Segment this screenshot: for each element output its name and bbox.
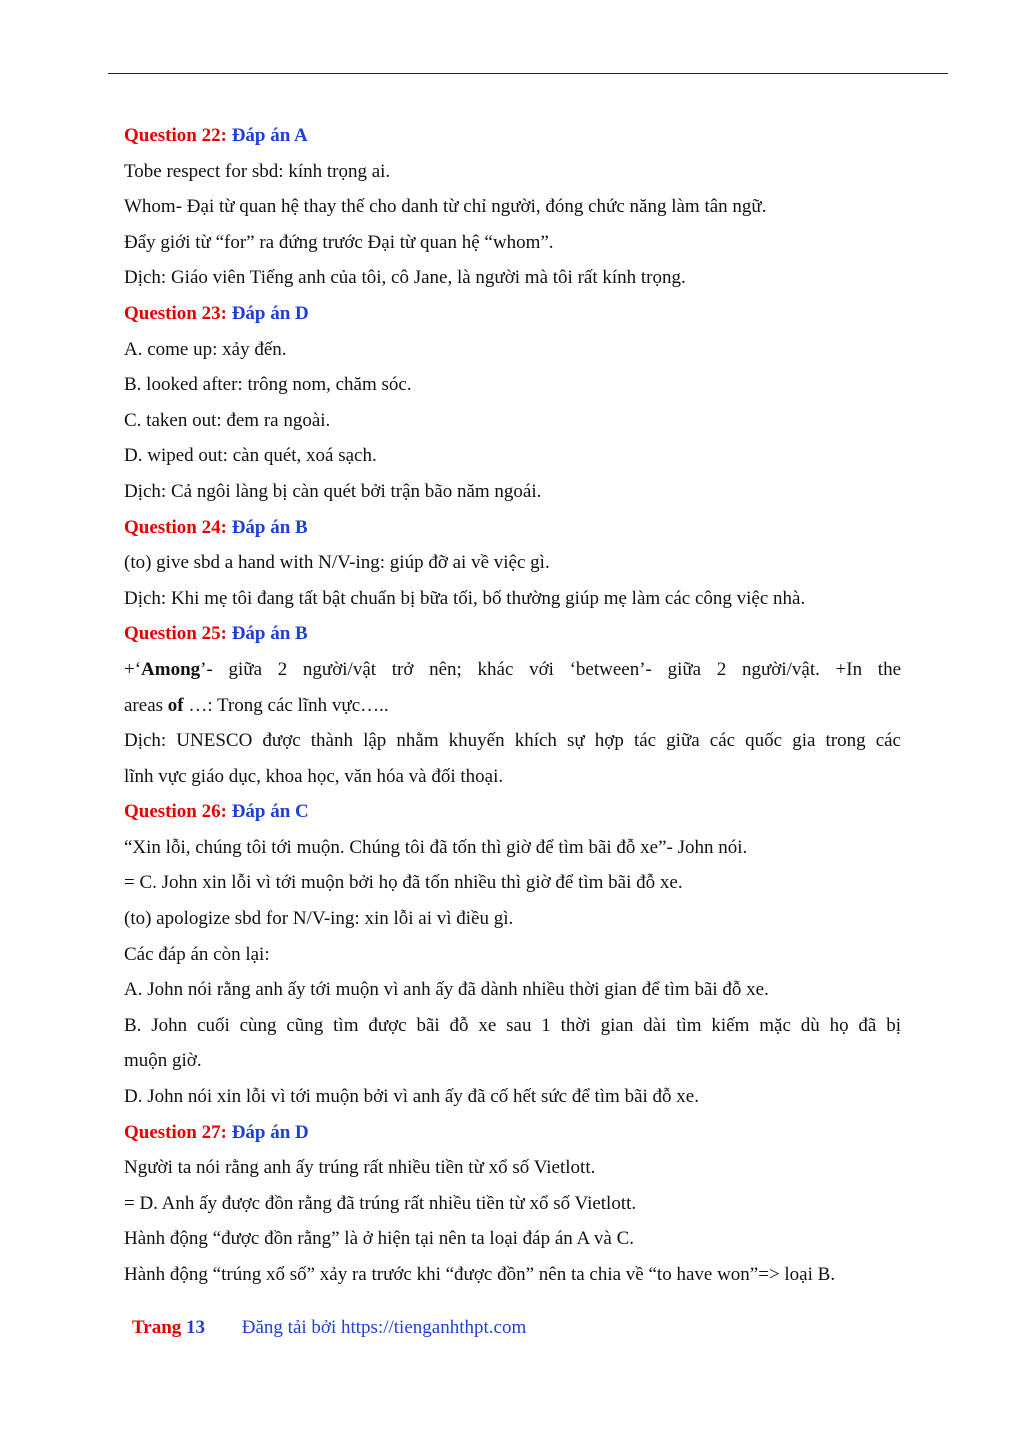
uploaded-by-link[interactable]: Đăng tải bởi https://tienganhthpt.com <box>241 1317 527 1338</box>
question-label: Question 24: <box>124 516 227 538</box>
option-line: C. taken out: đem ra ngoài. <box>124 409 331 431</box>
answer-label: Đáp án A <box>231 125 308 146</box>
text-fragment: areas <box>124 694 168 716</box>
question-label: Question 23: <box>124 302 227 324</box>
keyword-of: of <box>167 694 184 716</box>
answer-label: Đáp án D <box>231 302 309 324</box>
explanation-line: Các đáp án còn lại: <box>124 943 270 965</box>
explanation-line: “Xin lỗi, chúng tôi tới muộn. Chúng tôi đã tốn thì giờ để tìm bãi đỗ xe”- John nói. <box>124 836 748 858</box>
question-heading <box>124 510 901 546</box>
explanation-line: (to) give sbd a hand with N/V-ing: giúp đỡ ai về việc gì. <box>124 552 550 574</box>
translation-line: Dịch: UNESCO được thành lập nhằm khuyến khích sự hợp tác giữa các quốc gia trong các <box>124 730 901 752</box>
page-word: Trang <box>132 1317 182 1338</box>
translation-line: lĩnh vực giáo dục, khoa học, văn hóa và đối thoại. <box>124 765 504 787</box>
explanation-line: Người ta nói rằng anh ấy trúng rất nhiều tiền từ xổ số Vietlott. <box>124 1157 596 1179</box>
explanation-line <box>124 688 901 724</box>
option-line: B. John cuối cùng cũng tìm được bãi đỗ xe sau 1 thời gian dài tìm kiếm mặc dù họ đã bị <box>124 1014 901 1036</box>
explanation-line: Đẩy giới từ “for” ra đứng trước Đại từ quan hệ “whom”. <box>124 231 554 253</box>
text-fragment: ’- giữa 2 người/vật trở nên; khác với ‘between’- giữa 2 người/vật. +In the <box>200 658 901 680</box>
header-rule <box>108 73 948 74</box>
option-line: B. looked after: trông nom, chăm sóc. <box>124 374 412 396</box>
option-line: D. John nói xin lỗi vì tới muộn bởi vì anh ấy đã cố hết sức để tìm bãi đỗ xe. <box>124 1086 699 1108</box>
explanation-line: = D. Anh ấy được đồn rằng đã trúng rất nhiều tiền từ xổ số Vietlott. <box>124 1192 637 1214</box>
question-heading <box>124 296 901 332</box>
answer-label: Đáp án D <box>231 1121 309 1143</box>
question-heading <box>124 118 901 154</box>
answer-label: Đáp án C <box>231 801 309 823</box>
option-line: A. John nói rằng anh ấy tới muộn vì anh ấy đã dành nhiều thời gian để tìm bãi đỗ xe. <box>124 979 769 1001</box>
question-heading <box>124 616 901 652</box>
text-fragment: +‘ <box>124 658 142 680</box>
translation-line: Dịch: Khi mẹ tôi đang tất bật chuẩn bị bữa tối, bố thường giúp mẹ làm các công việc nhà. <box>124 587 806 609</box>
page-footer <box>132 1313 526 1343</box>
question-label: Question 25: <box>124 623 227 645</box>
option-line: A. come up: xảy đến. <box>124 338 287 360</box>
explanation-line: Hành động “được đồn rằng” là ở hiện tại nên ta loại đáp án A và C. <box>124 1228 635 1250</box>
question-heading <box>124 1115 901 1151</box>
option-line: D. wiped out: càn quét, xoá sạch. <box>124 445 377 467</box>
question-label: Question 26: <box>124 801 227 823</box>
page-number: 13 <box>186 1317 206 1338</box>
answer-key-content <box>124 118 901 1293</box>
explanation-line: Tobe respect for sbd: kính trọng ai. <box>124 160 391 182</box>
explanation-line: = C. John xin lỗi vì tới muộn bởi họ đã tốn nhiều thì giờ để tìm bãi đỗ xe. <box>124 872 683 894</box>
explanation-line: Hành động “trúng xổ số” xảy ra trước khi “được đồn” nên ta chia về “to have won”=> loại B. <box>124 1264 836 1285</box>
keyword-among: Among <box>141 658 201 680</box>
translation-line: Dịch: Giáo viên Tiếng anh của tôi, cô Jane, là người mà tôi rất kính trọng. <box>124 267 686 289</box>
answer-label: Đáp án B <box>231 516 308 538</box>
option-line: muộn giờ. <box>124 1050 202 1072</box>
question-label: Question 27: <box>124 1121 227 1143</box>
explanation-line: (to) apologize sbd for N/V-ing: xin lỗi ai vì điều gì. <box>124 908 514 930</box>
answer-label: Đáp án B <box>231 623 308 645</box>
explanation-line <box>124 652 901 688</box>
translation-line: Dịch: Cả ngôi làng bị càn quét bởi trận bão năm ngoái. <box>124 480 542 502</box>
explanation-line: Whom- Đại từ quan hệ thay thế cho danh từ chỉ người, đóng chức năng làm tân ngữ. <box>124 196 767 218</box>
question-heading <box>124 794 901 830</box>
text-fragment: …: Trong các lĩnh vực….. <box>183 694 389 716</box>
question-label: Question 22: <box>124 125 227 146</box>
